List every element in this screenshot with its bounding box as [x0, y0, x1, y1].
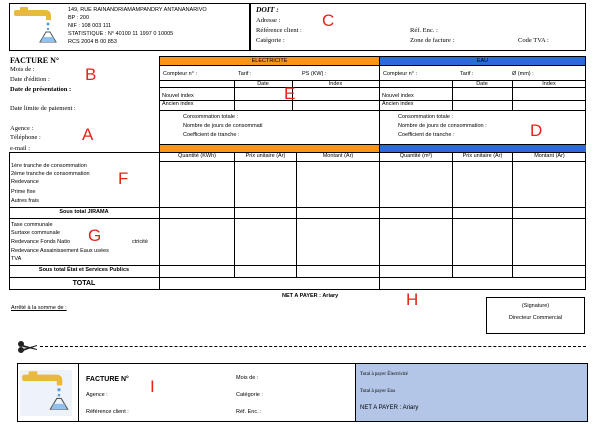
- marker-f: F: [118, 169, 129, 188]
- stub-total-eau: Total à payer Eau: [360, 389, 396, 394]
- eau-coefficient: Coefficient de tranche :: [398, 132, 455, 138]
- surtaxe-communale: Surtaxe communale: [11, 230, 60, 236]
- eau-nombre-jours: Nombre de jours de consommation :: [398, 123, 487, 129]
- eau-compteur: Compteur n° :: [383, 71, 417, 77]
- stub-logo: [20, 370, 72, 416]
- eau-blue-bar: [380, 144, 586, 152]
- doit-adresse: Adresse :: [256, 17, 281, 24]
- company-bp: BP : 200: [68, 15, 89, 21]
- eau-tarif: Tarif :: [460, 71, 474, 77]
- elec-orange-bar: [160, 144, 379, 152]
- eau-label: EAU: [476, 58, 489, 64]
- scissors-icon: [17, 340, 39, 356]
- eau-ancien-index: Ancien index: [382, 101, 414, 107]
- elec-coefficient: Coefficient de tranche :: [183, 132, 240, 138]
- doit-zone: Zone de facture :: [410, 37, 455, 44]
- net-a-payer: NET A PAYER : Ariary: [282, 293, 339, 299]
- stub-faucet-icon: [20, 370, 72, 416]
- tap-logo: [12, 6, 60, 48]
- col-prix-unitaire-elec: Prix unitaire (Ar): [245, 153, 286, 159]
- electricite-label: ELECTRICITE: [251, 58, 288, 64]
- elec-nombre-jours: Nombre de jours de consommati: [183, 123, 263, 129]
- date-presentation: Date de présentation :: [10, 86, 72, 93]
- doit-reference-client: Référence client :: [256, 27, 302, 34]
- elec-ps: PS (KW) :: [302, 71, 327, 77]
- elec-ancien-index: Ancien index: [162, 101, 194, 107]
- marker-d: D: [530, 121, 543, 140]
- facture-number: FACTURE N°: [10, 56, 60, 65]
- marker-i: I: [150, 377, 155, 396]
- marker-g: G: [88, 226, 102, 245]
- eau-diametre: Ø (mm) :: [512, 71, 534, 77]
- marker-e: E: [284, 84, 296, 103]
- stub-net-a-payer: NET A PAYER : Ariary: [360, 405, 419, 411]
- mois-de: Mois de :: [10, 66, 35, 73]
- eau-date-header: Date: [476, 81, 488, 87]
- col-quantite-m3: Quantité (m³): [399, 153, 433, 159]
- doit-title: DOIT :: [256, 5, 279, 14]
- marker-c: C: [322, 11, 335, 30]
- stub-reference-client: Référence client :: [86, 409, 129, 415]
- elec-tarif: Tarif :: [238, 71, 252, 77]
- doit-code-tva: Code TVA :: [518, 37, 549, 44]
- agence: Agence :: [10, 125, 34, 132]
- redevance-fonds-suffix: ctricité: [132, 239, 148, 245]
- col-montant-elec: Montant (Ar): [322, 153, 354, 159]
- redevance-assainissement: Redevance Assainissement Eaux usées: [11, 248, 109, 254]
- tva: TVA: [11, 256, 22, 262]
- arrete-somme: Arrêté à la somme de :: [11, 305, 67, 311]
- signature-title: Directeur Commercial: [508, 315, 563, 321]
- marker-h: H: [406, 290, 419, 309]
- elec-date-header: Date: [257, 81, 269, 87]
- tranche-1: 1ère tranche de consommation: [11, 163, 87, 169]
- company-address: 149, RUE RAINANDRIAMAMPANDRY ANTANANARIVO: [68, 7, 207, 13]
- total: TOTAL: [72, 280, 96, 287]
- marker-b: B: [85, 65, 97, 84]
- stub-categorie: Catégorie :: [236, 392, 263, 398]
- redevance-fonds-national: Redevance Fonds Natio: [11, 239, 71, 245]
- faucet-icon: [12, 6, 60, 48]
- stub-total-electricite: Total à payer Électricité: [360, 372, 408, 377]
- company-statistique: STATISTIQUE : N° 40100 11 1997 0 10005: [68, 31, 174, 37]
- electricite-header: [160, 57, 379, 66]
- date-edition: Date d'édition :: [10, 76, 50, 83]
- elec-nouvel-index: Nouvel index: [162, 93, 194, 99]
- col-montant-eau: Montant (Ar): [534, 153, 565, 159]
- cut-line: [40, 346, 586, 347]
- eau-header: [379, 57, 585, 66]
- col-prix-unitaire-eau: Prix unitaire (Ar): [462, 153, 503, 159]
- date-limite-paiement: Date limite de paiement :: [10, 105, 76, 112]
- stub-ref-enc: Réf. Enc. :: [236, 409, 262, 415]
- signature-label: (Signature): [521, 303, 550, 309]
- eau-index-header: Index: [542, 81, 556, 87]
- stub-mois: Mois de :: [236, 375, 259, 381]
- elec-consommation-totale: Consommation totale :: [183, 114, 239, 120]
- sous-total-jirama: Sous total JIRAMA: [59, 209, 109, 215]
- autres-frais: Autres frais: [11, 198, 39, 204]
- marker-a: A: [82, 125, 94, 144]
- prime-fixe: Prime fixe: [11, 189, 36, 195]
- eau-nouvel-index: Nouvel index: [382, 93, 414, 99]
- stub-agence: Agence :: [86, 392, 108, 398]
- telephone: Téléphone :: [10, 134, 41, 141]
- company-rcs: RCS 2004 B 00 853: [68, 39, 117, 45]
- elec-compteur: Compteur n° :: [163, 71, 197, 77]
- tranche-2: 2ème tranche de consommation: [11, 171, 90, 177]
- doit-categorie: Catégorie :: [256, 37, 285, 44]
- eau-consommation-totale: Consommation totale :: [398, 114, 454, 120]
- redevance: Redevance: [11, 179, 39, 185]
- taxe-communale: Taxe communale: [11, 222, 53, 228]
- col-quantite-kwh: Quantité (KWh): [178, 153, 216, 159]
- email: e-mail :: [10, 145, 31, 152]
- sous-total-etat: Sous total État et Services Publics: [38, 267, 130, 273]
- doit-ref-enc: Réf. Enc. :: [410, 27, 438, 34]
- elec-index-header: Index: [328, 81, 343, 87]
- company-nif: NIF : 108 003 111: [68, 23, 112, 29]
- stub-facture: FACTURE N°: [86, 376, 129, 383]
